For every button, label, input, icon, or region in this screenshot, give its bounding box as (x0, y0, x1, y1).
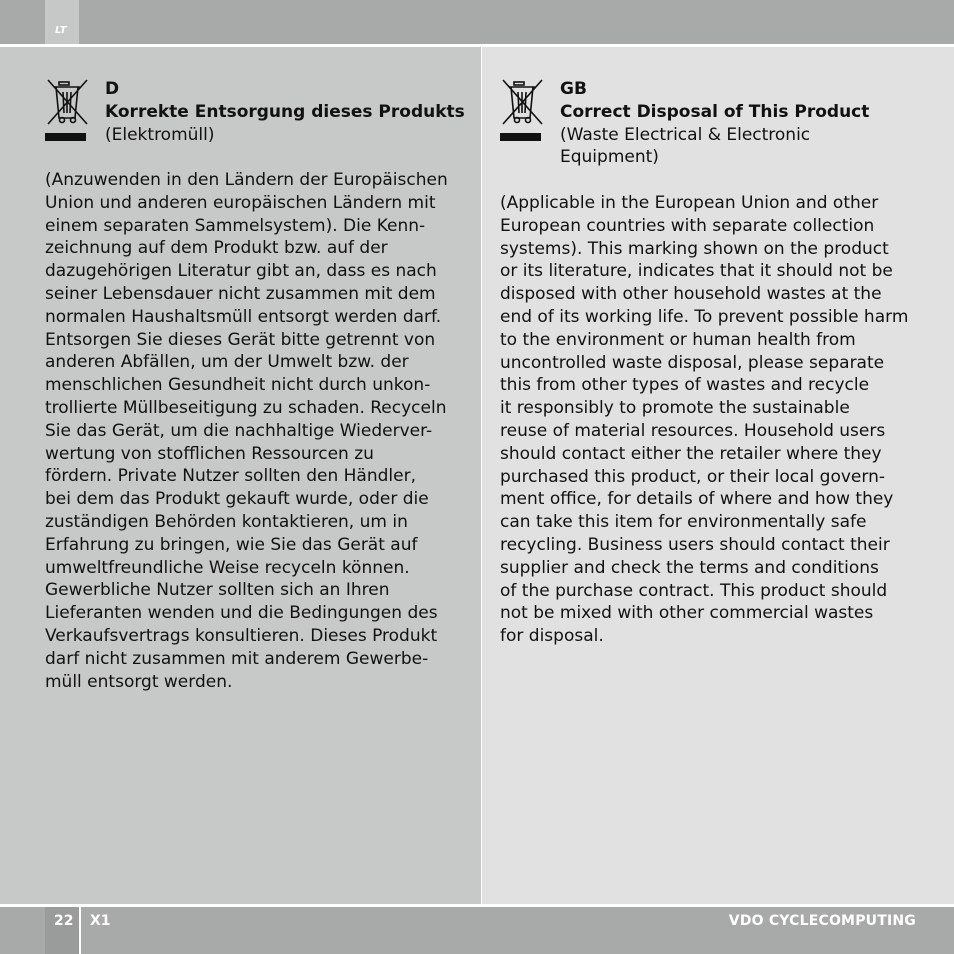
body-line: normalen Haushaltsmüll entsorgt werden darf. (45, 306, 442, 327)
body-line: Verkaufsvertrags konsultieren. Dieses Produkt (45, 625, 438, 646)
weee-bin-icon (500, 78, 546, 144)
body-line: (Applicable in the European Union and other (500, 193, 879, 213)
body-line: müll entsorgt werden. (45, 671, 233, 692)
english-section-header (560, 78, 869, 169)
body-line: umweltfreundliche Weise recyceln können. (45, 557, 410, 578)
english-language-code: GB (560, 79, 587, 99)
body-line: or its literature, indicates that it should not be (500, 261, 893, 282)
body-line: purchased this product, or their local govern- (500, 466, 885, 487)
body-line: trollierte Müllbeseitigung zu schaden. Recyceln (45, 397, 447, 418)
body-line: ment office, for details of where and how they (500, 489, 894, 510)
body-line: Gewerbliche Nutzer sollten sich an Ihren (45, 580, 390, 601)
model-name: X1 (90, 913, 111, 929)
language-tab (45, 0, 79, 44)
body-line: end of its working life. To prevent possible harm (500, 306, 909, 327)
german-title: Korrekte Entsorgung dieses Produkts (105, 101, 465, 122)
body-line: wertung von stofflichen Ressourcen zu (45, 443, 374, 464)
body-line: for disposal. (500, 626, 604, 647)
english-subtitle-line: Equipment) (560, 147, 659, 168)
top-header-bar (0, 0, 954, 44)
body-line: supplier and check the terms and conditions (500, 557, 879, 578)
body-line: einem separaten Sammelsystem). Die Kenn- (45, 215, 426, 236)
body-line: darf nicht zusammen mit anderem Gewerbe- (45, 648, 429, 669)
body-line: of the purchase contract. This product should (500, 580, 888, 601)
body-line: seiner Lebensdauer nicht zusammen mit dem (45, 283, 436, 304)
body-line: Entsorgen Sie dieses Gerät bitte getrennt von (45, 329, 436, 350)
body-line: this from other types of wastes and recycle (500, 375, 870, 396)
brand-name: VDO CYCLECOMPUTING (728, 913, 916, 929)
body-line: fördern. Private Nutzer sollten den Händler, (45, 466, 416, 487)
body-line: bei dem das Produkt gekauft wurde, oder die (45, 489, 429, 510)
language-tab-label: LT (55, 25, 67, 36)
body-line: uncontrolled waste disposal, please separate (500, 352, 885, 373)
body-line: Erfahrung zu bringen, wie Sie das Gerät auf (45, 534, 418, 555)
body-line: can take this item for environmentally safe (500, 512, 867, 533)
page-number: 22 (54, 913, 74, 929)
english-title: Correct Disposal of This Product (560, 101, 870, 122)
german-section-header (105, 78, 465, 146)
body-line: zeichnung auf dem Produkt bzw. auf der (45, 238, 388, 259)
body-line: dazugehörigen Literatur gibt an, dass es nach (45, 261, 437, 282)
body-line: disposed with other household wastes at the (500, 284, 882, 305)
body-line: not be mixed with other commercial wastes (500, 603, 874, 624)
body-line: should contact either the retailer where they (500, 443, 882, 464)
body-line: European countries with separate collection (500, 215, 875, 236)
english-subtitle-line: (Waste Electrical & Electronic (560, 124, 811, 145)
body-line: menschlichen Gesundheit nicht durch unkon- (45, 375, 431, 396)
body-line: (Anzuwenden in den Ländern der Europäischen (45, 170, 448, 190)
german-subtitle: (Elektromüll) (105, 124, 215, 145)
body-line: reuse of material resources. Household users (500, 420, 886, 441)
body-line: Union und anderen europäischen Ländern mit (45, 192, 436, 213)
weee-bin-icon (45, 78, 91, 144)
body-line: systems). This marking shown on the product (500, 238, 889, 259)
german-body-text (45, 169, 448, 693)
body-line: it responsibly to promote the sustainable (500, 398, 850, 419)
german-language-code: D (105, 79, 120, 99)
body-line: to the environment or human health from (500, 329, 856, 350)
body-line: Lieferanten wenden und die Bedingungen des (45, 603, 438, 624)
body-line: recycling. Business users should contact their (500, 534, 890, 555)
body-line: Sie das Gerät, um die nachhaltige Wiederver- (45, 420, 433, 441)
body-line: anderen Abfällen, um der Umwelt bzw. der (45, 352, 409, 373)
body-line: zuständigen Behörden kontaktieren, um in (45, 511, 408, 532)
english-body-text (500, 192, 908, 648)
